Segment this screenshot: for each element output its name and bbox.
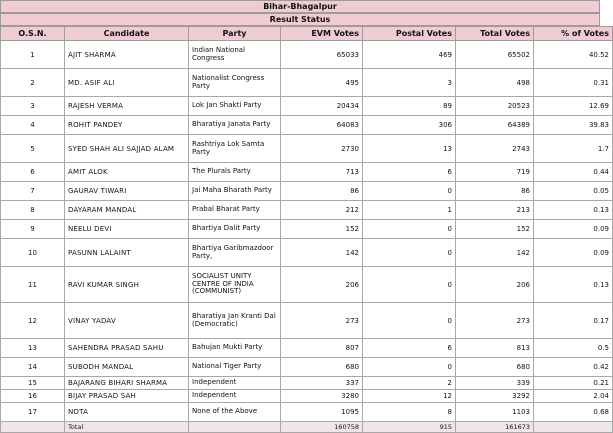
col-header-postal-votes: Postal Votes (363, 27, 456, 41)
row-postal-votes: 0 (363, 182, 456, 201)
row-candidate: AJIT SHARMA (65, 41, 189, 69)
row-candidate: NEELU DEVI (65, 220, 189, 239)
row-osn: 6 (1, 163, 65, 182)
row-total-votes: 719 (456, 163, 534, 182)
table-row (1, 390, 613, 403)
row-osn: 13 (1, 339, 65, 358)
row-evm-votes: 152 (281, 220, 363, 239)
table-row (1, 303, 613, 339)
row-total-votes: 206 (456, 267, 534, 303)
row-osn: 7 (1, 182, 65, 201)
row-candidate: SUBODH MANDAL (65, 358, 189, 377)
row-evm-votes: 680 (281, 358, 363, 377)
row-postal-votes: 3 (363, 69, 456, 97)
row-osn: 12 (1, 303, 65, 339)
row-postal-votes: 12 (363, 390, 456, 403)
row-postal-votes: 0 (363, 220, 456, 239)
row-candidate: PASUNN LALAINT (65, 239, 189, 267)
table-row (1, 403, 613, 422)
row-total-votes: 213 (456, 201, 534, 220)
table-row (1, 69, 613, 97)
row-postal-votes: 469 (363, 41, 456, 69)
row-candidate: RAVI KUMAR SINGH (65, 267, 189, 303)
row-candidate: MD. ASIF ALI (65, 69, 189, 97)
table-row (1, 339, 613, 358)
row-postal-votes: 0 (363, 267, 456, 303)
row-evm-votes: 1095 (281, 403, 363, 422)
table-row (1, 116, 613, 135)
row-total-votes: 498 (456, 69, 534, 97)
totals-label: Total (65, 422, 189, 433)
row-percent-votes: 0.42 (534, 358, 613, 377)
table-row (1, 97, 613, 116)
row-party: Prabal Bharat Party (189, 201, 281, 220)
row-percent-votes: 39.83 (534, 116, 613, 135)
col-header-party: Party (189, 27, 281, 41)
row-candidate: NOTA (65, 403, 189, 422)
row-total-votes: 3292 (456, 390, 534, 403)
row-evm-votes: 337 (281, 377, 363, 390)
row-total-votes: 2743 (456, 135, 534, 163)
row-total-votes: 65502 (456, 41, 534, 69)
row-percent-votes: 0.5 (534, 339, 613, 358)
row-total-votes: 20523 (456, 97, 534, 116)
table-row (1, 267, 613, 303)
table-header-row (1, 27, 613, 41)
row-party: Independent (189, 377, 281, 390)
row-percent-votes: 0.09 (534, 220, 613, 239)
row-candidate: DAYARAM MANDAL (65, 201, 189, 220)
row-party: Bharatiya Janata Party (189, 116, 281, 135)
row-total-votes: 152 (456, 220, 534, 239)
totals-osn-cell (1, 422, 65, 433)
row-percent-votes: 0.21 (534, 377, 613, 390)
row-osn: 4 (1, 116, 65, 135)
totals-postal-votes: 915 (363, 422, 456, 433)
row-evm-votes: 807 (281, 339, 363, 358)
row-postal-votes: 2 (363, 377, 456, 390)
row-percent-votes: 0.44 (534, 163, 613, 182)
row-osn: 17 (1, 403, 65, 422)
row-postal-votes: 1 (363, 201, 456, 220)
row-osn: 10 (1, 239, 65, 267)
row-evm-votes: 206 (281, 267, 363, 303)
row-postal-votes: 0 (363, 303, 456, 339)
row-party: Bharatiya Jan Kranti Dal (Democratic) (189, 303, 281, 339)
row-osn: 3 (1, 97, 65, 116)
row-party: The Plurals Party (189, 163, 281, 182)
row-total-votes: 86 (456, 182, 534, 201)
row-candidate: VINAY YADAV (65, 303, 189, 339)
row-total-votes: 64389 (456, 116, 534, 135)
row-osn: 11 (1, 267, 65, 303)
col-header-osn: O.S.N. (1, 27, 65, 41)
row-percent-votes: 0.13 (534, 201, 613, 220)
row-percent-votes: 0.09 (534, 239, 613, 267)
row-party: Bahujan Mukti Party (189, 339, 281, 358)
row-evm-votes: 65033 (281, 41, 363, 69)
row-party: Jai Maha Bharath Party (189, 182, 281, 201)
row-postal-votes: 306 (363, 116, 456, 135)
row-postal-votes: 0 (363, 358, 456, 377)
row-candidate: AMIT ALOK (65, 163, 189, 182)
row-postal-votes: 0 (363, 239, 456, 267)
row-party: None of the Above (189, 403, 281, 422)
table-row (1, 201, 613, 220)
row-evm-votes: 142 (281, 239, 363, 267)
results-table (0, 26, 613, 433)
table-row (1, 135, 613, 163)
table-row (1, 358, 613, 377)
row-evm-votes: 212 (281, 201, 363, 220)
row-osn: 1 (1, 41, 65, 69)
row-percent-votes: 0.17 (534, 303, 613, 339)
row-candidate: ROHIT PANDEY (65, 116, 189, 135)
row-evm-votes: 3280 (281, 390, 363, 403)
totals-row (1, 422, 613, 433)
row-osn: 2 (1, 69, 65, 97)
row-osn: 15 (1, 377, 65, 390)
row-evm-votes: 713 (281, 163, 363, 182)
row-postal-votes: 13 (363, 135, 456, 163)
row-total-votes: 339 (456, 377, 534, 390)
row-percent-votes: 2.04 (534, 390, 613, 403)
row-percent-votes: 40.52 (534, 41, 613, 69)
row-postal-votes: 6 (363, 163, 456, 182)
row-total-votes: 680 (456, 358, 534, 377)
row-total-votes: 142 (456, 239, 534, 267)
table-row (1, 220, 613, 239)
row-party: SOCIALIST UNITY CENTRE OF INDIA (COMMUNIST) (189, 267, 281, 303)
row-postal-votes: 6 (363, 339, 456, 358)
row-candidate: BIJAY PRASAD SAH (65, 390, 189, 403)
col-header-evm-votes: EVM Votes (281, 27, 363, 41)
totals-total-votes: 161673 (456, 422, 534, 433)
row-party: Nationalist Congress Party (189, 69, 281, 97)
row-candidate: RAJESH VERMA (65, 97, 189, 116)
row-evm-votes: 2730 (281, 135, 363, 163)
row-candidate: BAJARANG BIHARI SHARMA (65, 377, 189, 390)
row-osn: 5 (1, 135, 65, 163)
row-percent-votes: 1.7 (534, 135, 613, 163)
table-row (1, 182, 613, 201)
row-osn: 16 (1, 390, 65, 403)
row-evm-votes: 86 (281, 182, 363, 201)
totals-party-cell (189, 422, 281, 433)
table-row (1, 41, 613, 69)
result-status-heading: Result Status (0, 13, 600, 26)
row-evm-votes: 64083 (281, 116, 363, 135)
row-percent-votes: 0.31 (534, 69, 613, 97)
table-row (1, 377, 613, 390)
constituency-title: Bihar-Bhagalpur (0, 0, 600, 13)
col-header-percent-votes: % of Votes (534, 27, 613, 41)
table-row (1, 163, 613, 182)
row-candidate: SYED SHAH ALI SAJJAD ALAM (65, 135, 189, 163)
row-osn: 14 (1, 358, 65, 377)
row-evm-votes: 495 (281, 69, 363, 97)
row-candidate: SAHENDRA PRASAD SAHU (65, 339, 189, 358)
row-evm-votes: 273 (281, 303, 363, 339)
row-osn: 9 (1, 220, 65, 239)
row-party: Independent (189, 390, 281, 403)
row-candidate: GAURAV TIWARI (65, 182, 189, 201)
row-total-votes: 1103 (456, 403, 534, 422)
row-percent-votes: 12.69 (534, 97, 613, 116)
row-postal-votes: 89 (363, 97, 456, 116)
row-party: Bhartiya Garibmazdoor Party, (189, 239, 281, 267)
row-percent-votes: 0.13 (534, 267, 613, 303)
table-row (1, 239, 613, 267)
row-party: Indian National Congress (189, 41, 281, 69)
row-total-votes: 273 (456, 303, 534, 339)
row-evm-votes: 20434 (281, 97, 363, 116)
row-osn: 8 (1, 201, 65, 220)
totals-evm-votes: 160758 (281, 422, 363, 433)
totals-percent-cell (534, 422, 613, 433)
col-header-total-votes: Total Votes (456, 27, 534, 41)
row-postal-votes: 8 (363, 403, 456, 422)
row-total-votes: 813 (456, 339, 534, 358)
row-party: Rashtriya Lok Samta Party (189, 135, 281, 163)
row-party: Lok Jan Shakti Party (189, 97, 281, 116)
row-party: National Tiger Party (189, 358, 281, 377)
row-party: Bhartiya Dalit Party (189, 220, 281, 239)
col-header-candidate: Candidate (65, 27, 189, 41)
row-percent-votes: 0.05 (534, 182, 613, 201)
row-percent-votes: 0.68 (534, 403, 613, 422)
